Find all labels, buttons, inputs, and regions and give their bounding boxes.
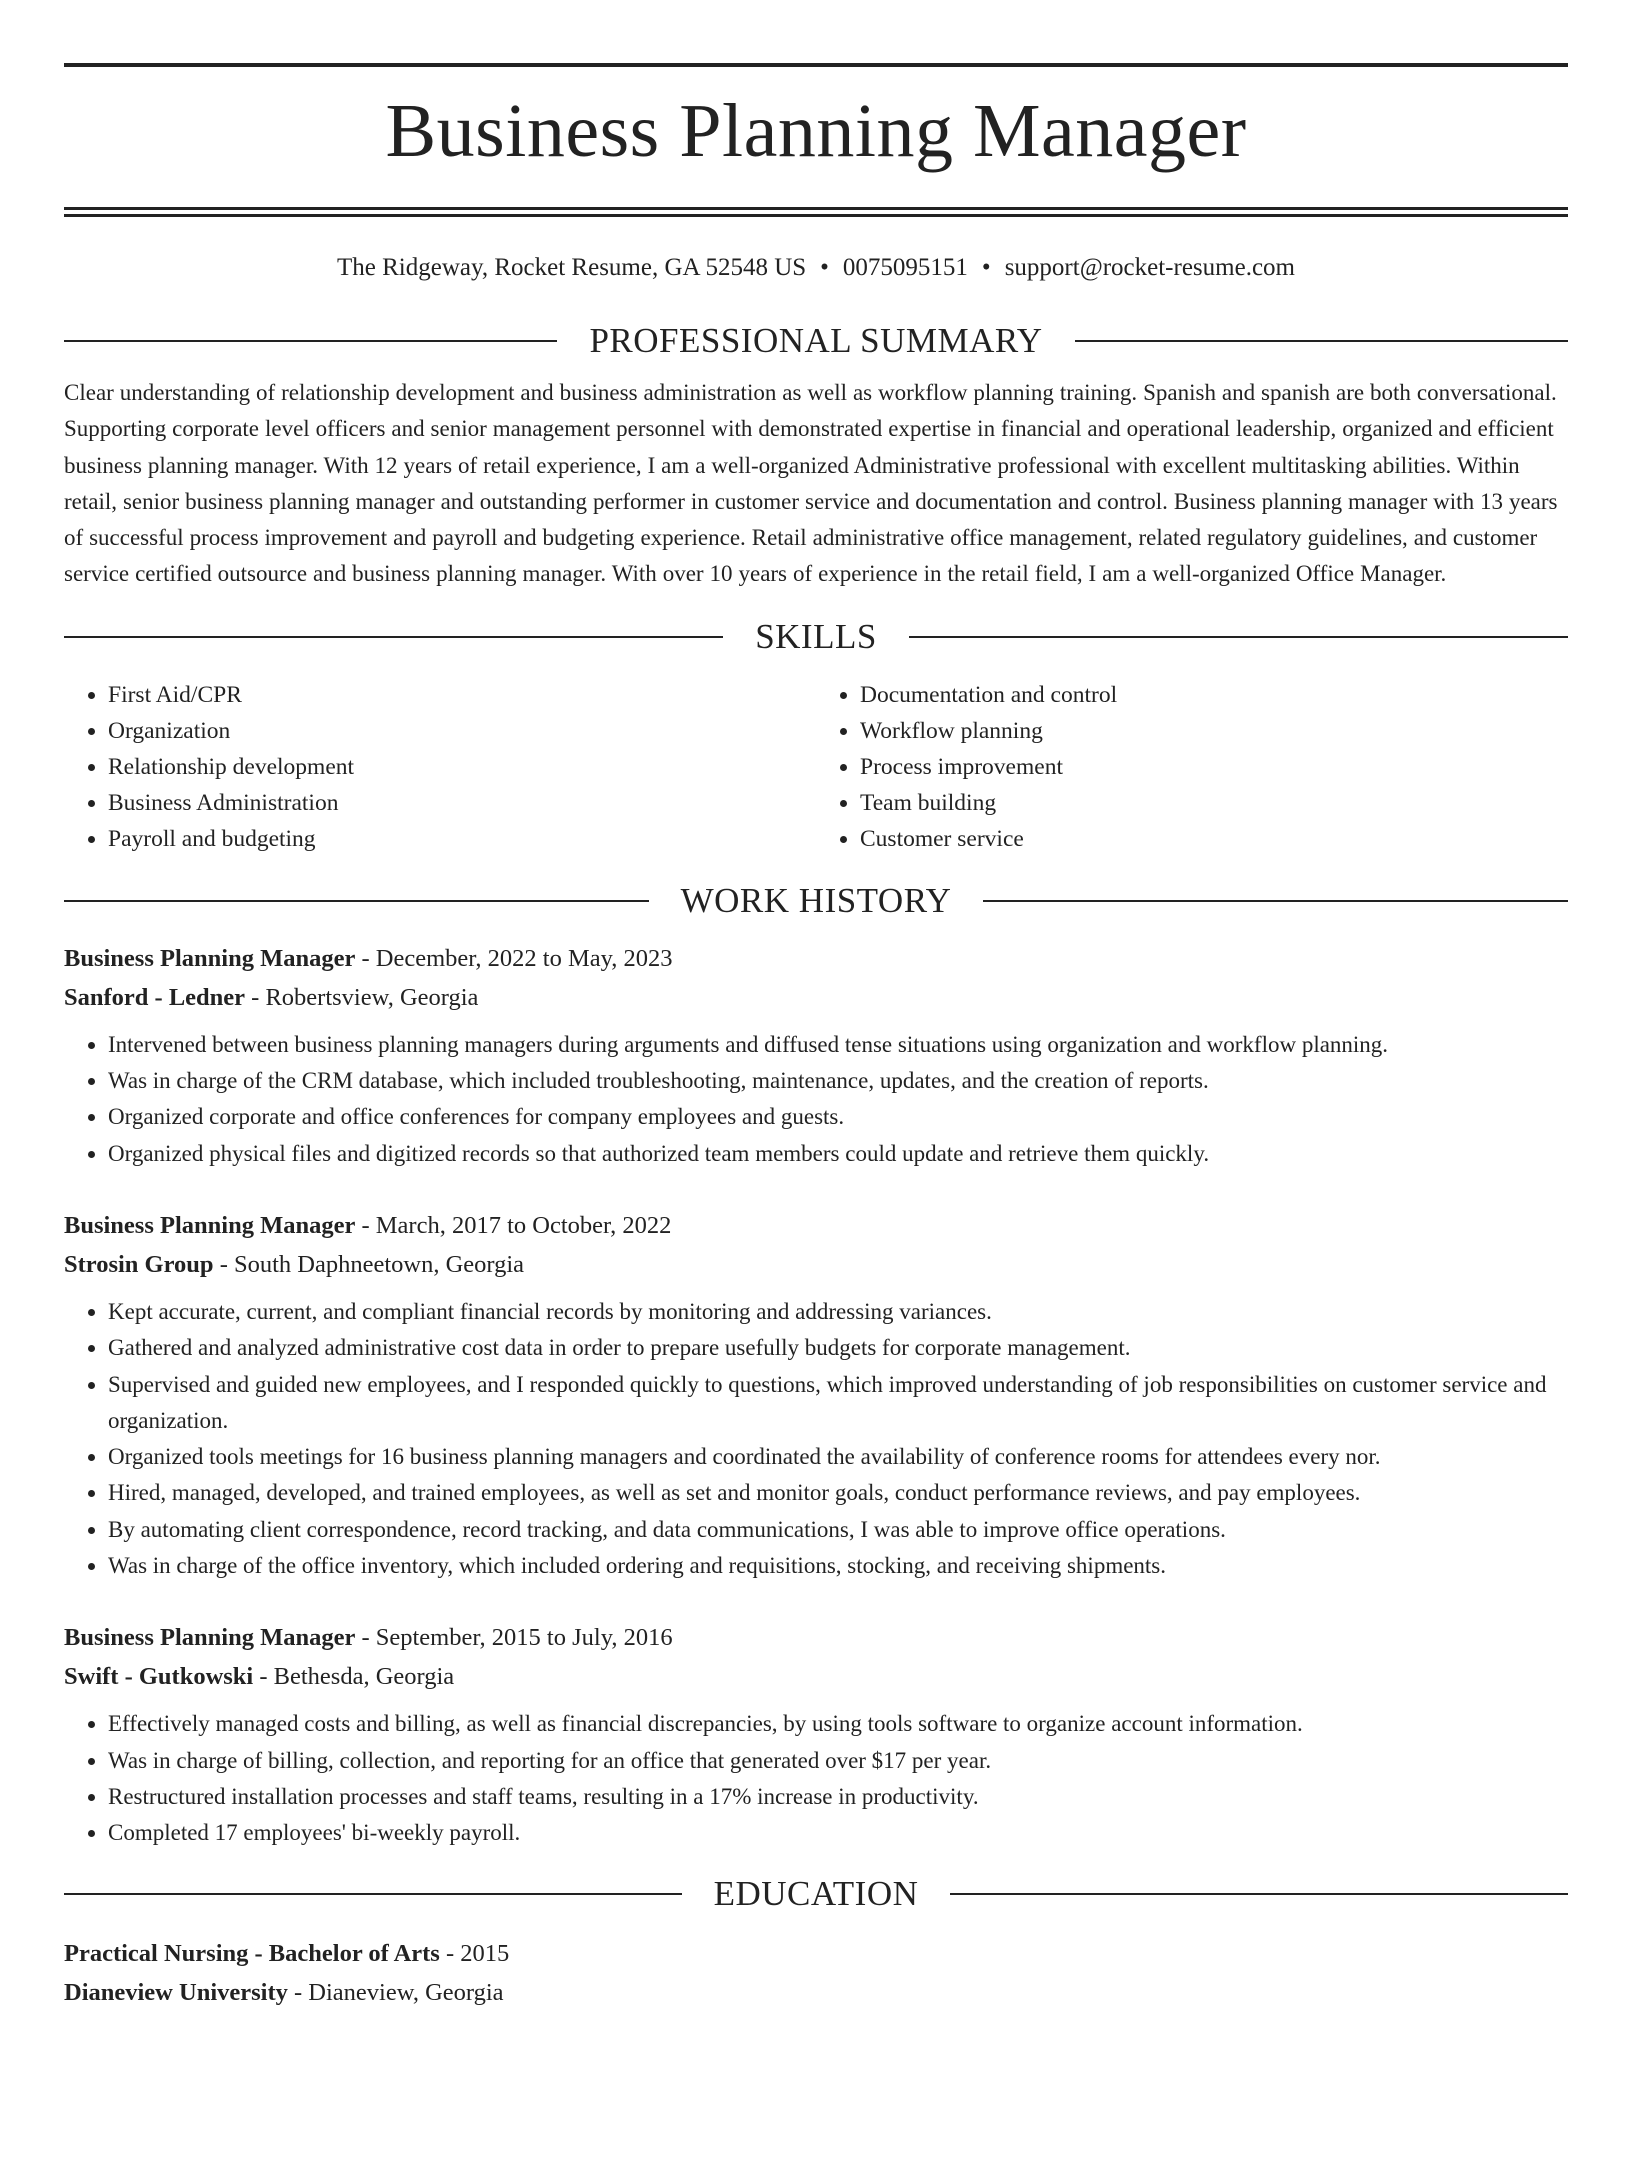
skill-item: • Process improvement — [860, 749, 1568, 785]
section-rule — [1075, 340, 1568, 342]
section-header-education — [64, 1874, 1568, 1914]
candidate-name: Business Planning Manager — [385, 89, 1247, 173]
job-bullet: • By automating client correspondence, record tracking, and data communications, I was able to improve office operations. — [108, 1512, 1568, 1548]
job-location: - Bethesda, Georgia — [253, 1663, 455, 1691]
education-degree-line — [64, 1934, 1568, 1973]
section-title: PROFESSIONAL SUMMARY — [589, 321, 1043, 360]
contact-line — [64, 253, 1568, 283]
job-bullet: • Organized corporate and office conferences for company employees and guests. — [108, 1099, 1568, 1135]
contact-address: The Ridgeway, Rocket Resume, GA 52548 US — [337, 254, 807, 281]
job-bullet: • Supervised and guided new employees, and I responded quickly to questions, which improved understanding of job responsibilities on customer service and organization. — [108, 1367, 1568, 1440]
job-bullet: • Gathered and analyzed administrative cost data in order to prepare usefully budgets for corporate management. — [108, 1330, 1568, 1366]
job-bullet: • Was in charge of the CRM database, which included troubleshooting, maintenance, updates, and the creation of reports. — [108, 1063, 1568, 1099]
skill-item: • Team building — [860, 785, 1568, 821]
skill-item: • Organization — [108, 713, 816, 749]
skill-item: • Documentation and control — [860, 677, 1568, 713]
job-entry — [64, 1206, 1568, 1584]
education-degree: Practical Nursing - Bachelor of Arts — [64, 1939, 440, 1967]
job-bullet: • Intervened between business planning managers during arguments and diffused tense situations using organization and workflow planning. — [108, 1027, 1568, 1063]
section-header-work — [64, 881, 1568, 921]
job-bullet: • Kept accurate, current, and compliant financial records by monitoring and addressing variances. — [108, 1294, 1568, 1330]
skills-list — [64, 677, 1568, 857]
job-bullets — [64, 1706, 1568, 1851]
job-company-line — [64, 1245, 1568, 1284]
job-entry — [64, 939, 1568, 1172]
job-entry — [64, 1618, 1568, 1851]
section-rule — [64, 340, 557, 342]
skill-item: • Workflow planning — [860, 713, 1568, 749]
job-title-line — [64, 1206, 1568, 1245]
section-title: WORK HISTORY — [680, 880, 952, 920]
job-bullets — [64, 1294, 1568, 1584]
skill-item: • Payroll and budgeting — [108, 821, 816, 857]
double-rule — [64, 207, 1568, 217]
job-title-line — [64, 939, 1568, 978]
job-company-line — [64, 1657, 1568, 1696]
skill-item: • Business Administration — [108, 785, 816, 821]
contact-phone: 0075095151 — [842, 254, 968, 281]
contact-separator: • — [820, 254, 829, 281]
section-header-summary — [64, 321, 1568, 361]
job-title: Business Planning Manager — [64, 1211, 356, 1239]
top-rule — [64, 63, 1568, 67]
section-title: EDUCATION — [713, 1873, 919, 1913]
job-title: Business Planning Manager — [64, 944, 356, 972]
skill-item: • Customer service — [860, 821, 1568, 857]
skill-item: • First Aid/CPR — [108, 677, 816, 713]
education-school-line — [64, 1973, 1568, 2012]
section-header-skills — [64, 617, 1568, 657]
job-company-line — [64, 978, 1568, 1017]
section-rule — [64, 1893, 682, 1895]
skills-column-right — [816, 677, 1568, 857]
job-bullet: • Was in charge of billing, collection, and reporting for an office that generated over $17 per year. — [108, 1743, 1568, 1779]
job-bullet: • Organized tools meetings for 16 business planning managers and coordinated the availability of conference rooms for attendees every nor. — [108, 1439, 1568, 1475]
job-dates: - September, 2015 to July, 2016 — [355, 1624, 673, 1652]
job-company: Swift - Gutkowski — [64, 1663, 254, 1691]
section-rule — [64, 636, 723, 638]
job-company: Strosin Group — [64, 1250, 214, 1278]
education-year: - 2015 — [439, 1939, 510, 1967]
job-bullet: • Effectively managed costs and billing, as well as financial discrepancies, by using tools software to organize account information. — [108, 1706, 1568, 1742]
education-entry — [64, 1934, 1568, 2012]
section-rule — [909, 636, 1568, 638]
section-rule — [983, 900, 1568, 902]
contact-separator: • — [981, 254, 991, 281]
section-title: SKILLS — [755, 616, 877, 656]
resume-page — [0, 63, 1632, 2175]
section-rule — [950, 1893, 1568, 1895]
job-company: Sanford - Ledner — [64, 983, 246, 1011]
job-bullet: • Hired, managed, developed, and trained employees, as well as set and monitor goals, conduct performance reviews, and pay employees. — [108, 1475, 1568, 1511]
job-location: - Robertsview, Georgia — [245, 983, 479, 1011]
contact-email: support@rocket-resume.com — [1004, 254, 1295, 281]
job-bullet: • Organized physical files and digitized records so that authorized team members could update and retrieve them quickly. — [108, 1136, 1568, 1172]
skills-column-left — [64, 677, 816, 857]
education-location: - Dianeview, Georgia — [287, 1978, 504, 2006]
summary-paragraph: Clear understanding of relationship development and business administration as well as workflow planning training. Spanish and spanish are both conversational. Supporting corporate level officers and senior management personnel with demonstrated expertise in financial and operational leadership, organized and efficient business planning manager. With 12 years of retail experience, I am a well-organized Administrative professional with excellent multitasking abilities. Within retail, senior business planning manager and outstanding performer in customer service and documentation and control. Business planning manager with 13 years of successful process improvement and payroll and budgeting experience. Retail administrative office management, related regulatory guidelines, and customer service certified outsource and business planning manager. With over 10 years of experience in the retail field, I am a well-organized Office Manager. — [64, 380, 1558, 587]
section-rule — [64, 900, 649, 902]
job-bullet: • Restructured installation processes and staff teams, resulting in a 17% increase in productivity. — [108, 1779, 1568, 1815]
job-bullets — [64, 1027, 1568, 1172]
job-dates: - March, 2017 to October, 2022 — [355, 1211, 672, 1239]
job-bullet: • Was in charge of the office inventory, which included ordering and requisitions, stocking, and receiving shipments. — [108, 1548, 1568, 1584]
skill-item: • Relationship development — [108, 749, 816, 785]
job-location: - South Daphneetown, Georgia — [213, 1250, 525, 1278]
job-dates: - December, 2022 to May, 2023 — [355, 944, 673, 972]
job-title: Business Planning Manager — [64, 1624, 356, 1652]
job-title-line — [64, 1618, 1568, 1657]
job-bullet: • Completed 17 employees' bi-weekly payroll. — [108, 1815, 1568, 1851]
education-school: Dianeview University — [64, 1978, 288, 2006]
